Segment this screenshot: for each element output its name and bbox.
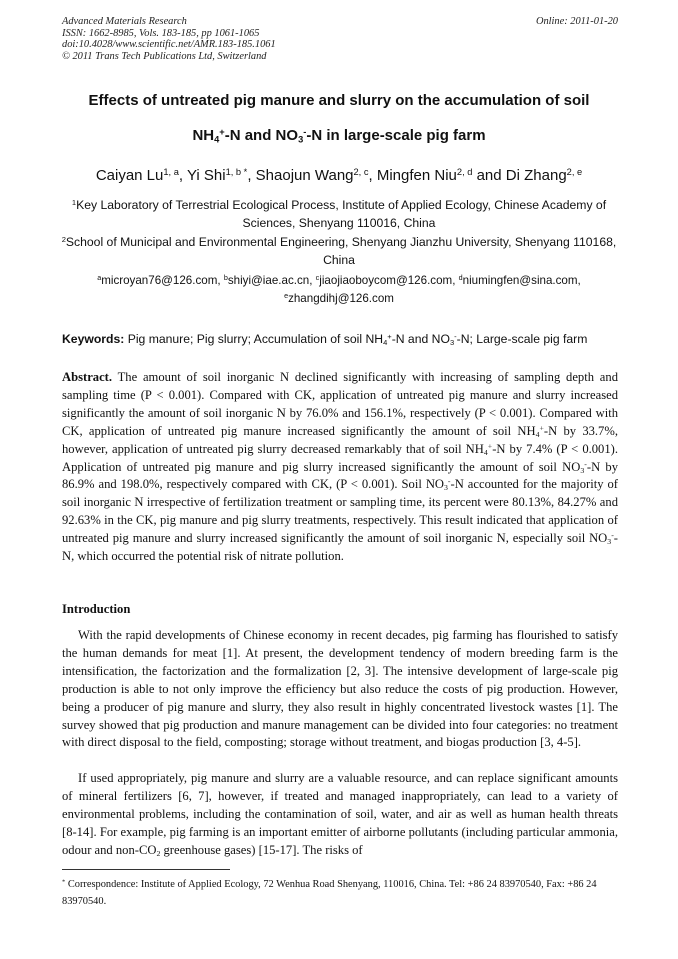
author-list: Caiyan Lu$^{1, a}$, Yi Shi$^{1, b *}$, Shaojun Wang$^{2, c}$, Mingfen Niu$^{2, d}$ and Di Zhang$^{2, e}$ [95,166,583,184]
author: Caiyan Lu [95,167,164,184]
author: Shaojun Wang [255,167,354,184]
intro-paragraph-1: With the rapid developments of Chinese economy in recent decades, pig farming has flourished to satisfy the human demands for meat [1]. At present, the development tendency of modern breeding farm is the intensification, the factorization and the formalization [2, 3]. The intensive development of large-scale pig production is able to not only improve the efficiency but also reduce the costs of pig production. However, being a producer of pig manure and slurry, they also result in highly concentrated livestock wastes [1]. The survey showed that pig production and manure management can be divided into four categories: no treatment with direct disposal to the field, composting; storage without treatment, and biogas production [3, 4-5]. [62,628,618,750]
abstract: Abstract. The amount of soil inorganic N declined significantly with increasing of sampling depth and sampling time (P < 0.001). Compared with CK, application of untreated pig manure and slurry increased significantly the amount of soil inorganic N by 76.0% and 156.1%, respectively (P < 0.001). Compared with CK, application of untreated pig manure increased significantly the amount of soil $NH_4^+-N$ by 33.7%, however, application of untreated pig slurry decreased remarkably that of soil $NH_4^+-N$ by 7.4% (P < 0.001). Application of untreated pig manure and pig slurry increased significantly the amount of soil $NO_3^--N$ by 86.9% and 198.0%, respectively compared with CK, (P < 0.001). Soil $NO_3^--N$ accounted for the majority of soil inorganic N irrespective of fertilization treatment or sampling time, its percent were 80.13%, 84.27% and 92.63% in the CK, pig manure and pig slurry treatments, respectively. This result indicated that application of untreated pig manure and slurry increased significantly the amount of soil inorganic N, especially soil $NO_3^--N$, which occurred the potential risk of nitrate pollution. [62,370,619,564]
author: Mingfen Niu [376,167,457,184]
keywords-label: Keywords: [62,332,125,346]
author: Yi Shi [186,167,226,184]
footnote-correspondence: * Correspondence: Institute of Applied Ecology, 72 Wenhua Road Shenyang, 110016, China. Tel: +86 24 83970540, Fax: +86 24 83970540. [62,878,597,907]
journal-name: Advanced Materials Research [62,16,187,27]
online-date: Online: 2011-01-20 [535,16,618,27]
affiliation-1: $^1$Key Laboratory of Terrestrial Ecological Process, Institute of Applied Ecology, Chinese Academy of Sciences, Shenyang 110016, China [71,197,607,230]
email: jiaojiaoboycom@126.com [319,274,453,287]
author-emails: $^a$microyan76@126.com, $^b$shiyi@iae.ac.cn, $^c$jiaojiaoboycom@126.com, $^d$niumingfen@sina.com, $^e$zhangdihj@126.com [97,273,581,305]
email: niumingfen@sina.com [462,274,578,287]
email: shiyi@iae.ac.cn [227,274,310,287]
paper-title-line-2: $NH_4^+-N$ and $NO_3^--N$ in large-scale pig farm [192,126,486,145]
email: microyan76@126.com [101,274,218,287]
email: zhangdihj@126.com [288,292,394,305]
affiliation-2: $^2$School of Municipal and Environmental Engineering, Shenyang Jianzhu University, Shenyang 110168, China [61,234,617,267]
copyright-line: © 2011 Trans Tech Publications Ltd, Switzerland [62,50,267,62]
intro-paragraph-2: If used appropriately, pig manure and slurry are a valuable resource, and can replace significant amounts of mineral fertilizers [6, 7], however, if treated and managed inappropriately, can lead to a variety of environmental problems, including the contamination of soil, water, and air as well as human health threats [8-14]. For example, pig farming is an important emitter of airborne pollutants (including particular ammonia, odour and non-$CO_2$ greenhouse gases) [15-17]. The risks of [62,771,618,858]
footnote-rule [62,869,230,870]
issn-line: ISSN: 1662-8985, Vols. 183-185, pp 1061-1065 [62,27,260,39]
author: Di Zhang [505,167,567,184]
doi-line: doi:10.4028/www.scientific.net/AMR.183-185.1061 [62,39,276,51]
running-header [62,16,618,62]
section-heading-introduction: Introduction [62,602,131,616]
paper-title-line-1: Effects of untreated pig manure and slurry on the accumulation of soil [88,92,590,109]
abstract-label: Abstract. [62,370,113,384]
keywords: Keywords: Pig manure; Pig slurry; Accumulation of soil $NH_4^+-N$ and $NO_3^--N$; Large-scale pig farm [62,331,588,347]
